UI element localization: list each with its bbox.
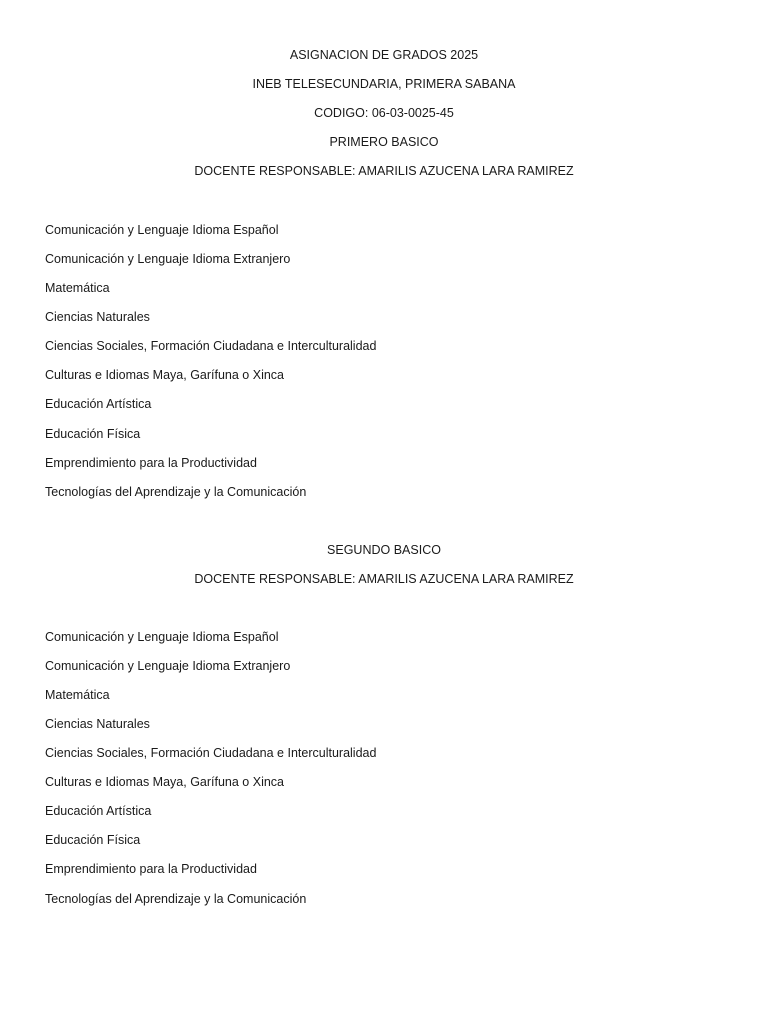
subject-item: Ciencias Naturales: [45, 717, 150, 731]
grade-heading-primero: PRIMERO BASICO: [329, 135, 439, 149]
document-title: ASIGNACION DE GRADOS 2025: [289, 48, 479, 62]
subject-item: Comunicación y Lenguaje Idioma Español: [45, 223, 279, 237]
subject-item: Tecnologías del Aprendizaje y la Comunicación: [45, 892, 307, 906]
school-code: CODIGO: 06-03-0025-45: [314, 106, 454, 120]
subject-item: Emprendimiento para la Productividad: [45, 456, 257, 470]
school-name: INEB TELESECUNDARIA, PRIMERA SABANA: [252, 77, 516, 91]
grade-heading-segundo: SEGUNDO BASICO: [327, 543, 441, 557]
subject-item: Educación Artística: [45, 397, 152, 411]
subject-item: Comunicación y Lenguaje Idioma Extranjero: [45, 252, 291, 266]
subject-item: Culturas e Idiomas Maya, Garífuna o Xinca: [45, 368, 285, 382]
subject-item: Ciencias Naturales: [45, 310, 150, 324]
subject-item: Matemática: [45, 688, 110, 702]
subject-item: Ciencias Sociales, Formación Ciudadana e Interculturalidad: [45, 746, 377, 760]
teacher-responsible-segundo: DOCENTE RESPONSABLE: AMARILIS AZUCENA LARA RAMIREZ: [194, 572, 574, 586]
teacher-responsible-primero: DOCENTE RESPONSABLE: AMARILIS AZUCENA LARA RAMIREZ: [194, 164, 574, 178]
subject-item: Emprendimiento para la Productividad: [45, 862, 257, 876]
subject-item: Culturas e Idiomas Maya, Garífuna o Xinca: [45, 775, 285, 789]
subject-item: Educación Física: [45, 833, 141, 847]
subject-item: Matemática: [45, 281, 110, 295]
subject-item: Ciencias Sociales, Formación Ciudadana e Interculturalidad: [45, 339, 377, 353]
subject-item: Educación Artística: [45, 804, 152, 818]
subject-item: Comunicación y Lenguaje Idioma Extranjero: [45, 659, 291, 673]
subject-item: Tecnologías del Aprendizaje y la Comunicación: [45, 485, 307, 499]
subject-item: Educación Física: [45, 427, 141, 441]
subject-item: Comunicación y Lenguaje Idioma Español: [45, 630, 279, 644]
